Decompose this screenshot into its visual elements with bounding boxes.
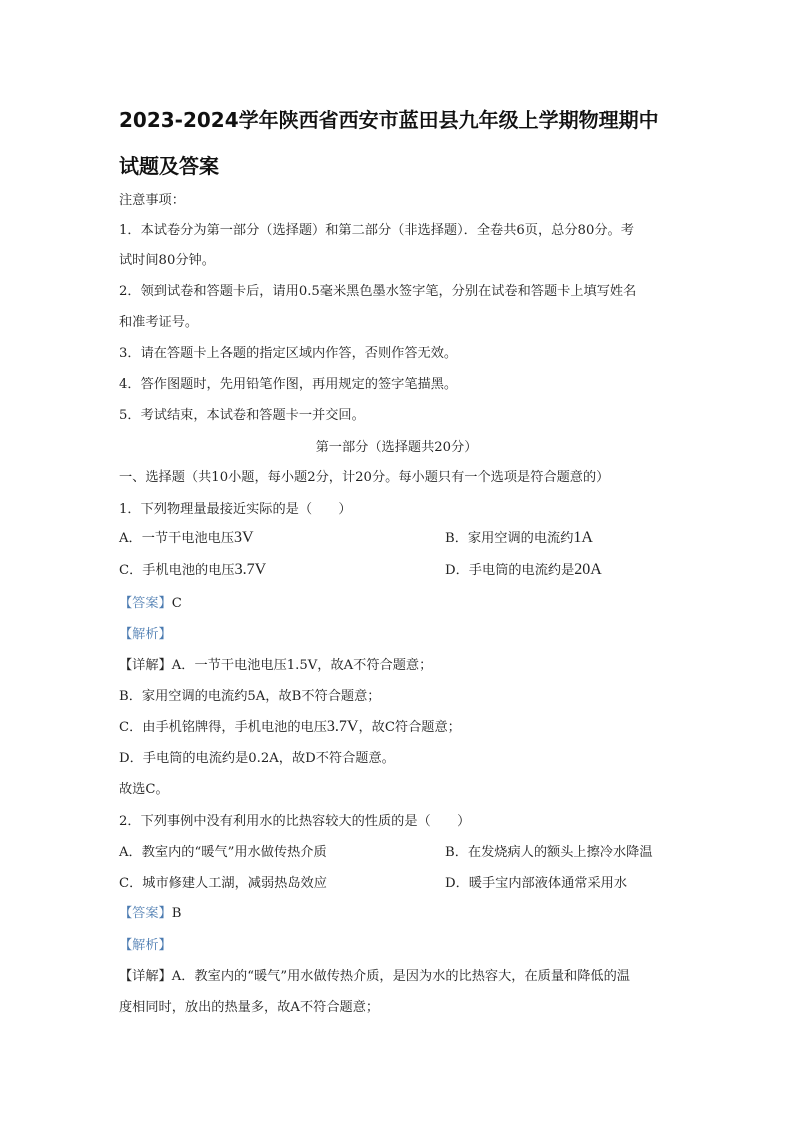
- option-value: 1A: [573, 529, 593, 546]
- question-2-option-b: B．在发烧病人的额头上擦冷水降温: [445, 845, 653, 860]
- detail-label: 【详解】: [119, 658, 172, 673]
- question-1-detail-line: B．家用空调的电流约5A，故B不符合题意；: [119, 689, 381, 704]
- notice-item: 试时间80分钟。: [119, 253, 215, 268]
- answer-label: 【答案】: [119, 906, 172, 921]
- question-2-stem: 2．下列事例中没有利用水的比热容较大的性质的是（ ）: [119, 814, 471, 829]
- question-2-option-d: D．暖手宝内部液体通常采用水: [445, 876, 628, 891]
- question-2-detail-line: [119, 965, 630, 984]
- detail-text: A．一节干电池电压1.5V，故A不符合题意；: [171, 658, 433, 673]
- question-2-answer: [119, 902, 181, 921]
- question-1-conclusion: 故选C。: [119, 782, 169, 797]
- question-1-detail-line: [119, 654, 432, 673]
- question-1-answer: [119, 592, 182, 611]
- option-value: 3.7V: [234, 561, 267, 578]
- notice-item: 5．考试结束，本试卷和答题卡一并交回。: [119, 408, 365, 423]
- option-text: A．一节干电池电压: [119, 531, 235, 546]
- question-1-detail-line: D．手电筒的电流约是0.2A，故D不符合题意。: [119, 751, 395, 766]
- notice-heading: 注意事项：: [119, 193, 185, 208]
- section-heading: 一、选择题（共10小题，每小题2分，计20分。每小题只有一个选项是符合题意的）: [119, 470, 610, 485]
- detail-text: A．教室内的“暖气”用水做传热介质，是因为水的比热容大，在质量和降低的温: [171, 969, 630, 984]
- notice-item: 4．答作图题时，先用铅笔作图，再用规定的签字笔描黑。: [119, 377, 458, 392]
- question-1-detail-line: [119, 716, 461, 736]
- answer-label: 【答案】: [119, 596, 172, 611]
- detail-value: 3.7V: [326, 718, 359, 735]
- document-title-line-2: 试题及答案: [119, 154, 219, 178]
- option-value: 20A: [574, 561, 602, 578]
- notice-item: 2．领到试卷和答题卡后，请用0.5毫米黑色墨水签字笔，分别在试卷和答题卡上填写姓名: [119, 284, 637, 299]
- notice-item: 和准考证号。: [119, 315, 199, 330]
- question-1-analysis-label: 【解析】: [119, 627, 172, 642]
- question-1-option-a: [119, 527, 254, 547]
- notice-item: 3．请在答题卡上各题的指定区域内作答，否则作答无效。: [119, 346, 458, 361]
- detail-text: C．由手机铭牌得，手机电池的电压: [119, 720, 327, 735]
- option-text: B．家用空调的电流约: [445, 531, 574, 546]
- answer-value: C: [171, 596, 182, 611]
- question-2-analysis-label: 【解析】: [119, 938, 172, 953]
- document-title-line-1: 2023-2024学年陕西省西安市蓝田县九年级上学期物理期中: [119, 108, 659, 132]
- option-text: D．手电筒的电流约是: [445, 563, 575, 578]
- option-value: 3V: [234, 529, 254, 546]
- question-1-option-b: [445, 527, 593, 547]
- option-text: C．手机电池的电压: [119, 563, 235, 578]
- answer-value: B: [171, 906, 182, 921]
- part-heading: 第一部分（选择题共20分）: [315, 440, 478, 455]
- question-1-option-c: [119, 559, 266, 579]
- detail-label: 【详解】: [119, 969, 172, 984]
- question-1-stem: 1．下列物理量最接近实际的是（ ）: [119, 502, 352, 517]
- question-2-option-c: C．城市修建人工湖，减弱热岛效应: [119, 876, 327, 891]
- question-2-detail-line: 度相同时，放出的热量多，故A不符合题意；: [119, 1000, 380, 1015]
- question-2-option-a: A．教室内的“暖气”用水做传热介质: [119, 845, 327, 860]
- question-1-option-d: [445, 559, 602, 579]
- notice-item: 1．本试卷分为第一部分（选择题）和第二部分（非选择题）．全卷共6页，总分80分。考: [119, 223, 634, 238]
- detail-text: ，故C符合题意；: [358, 720, 461, 735]
